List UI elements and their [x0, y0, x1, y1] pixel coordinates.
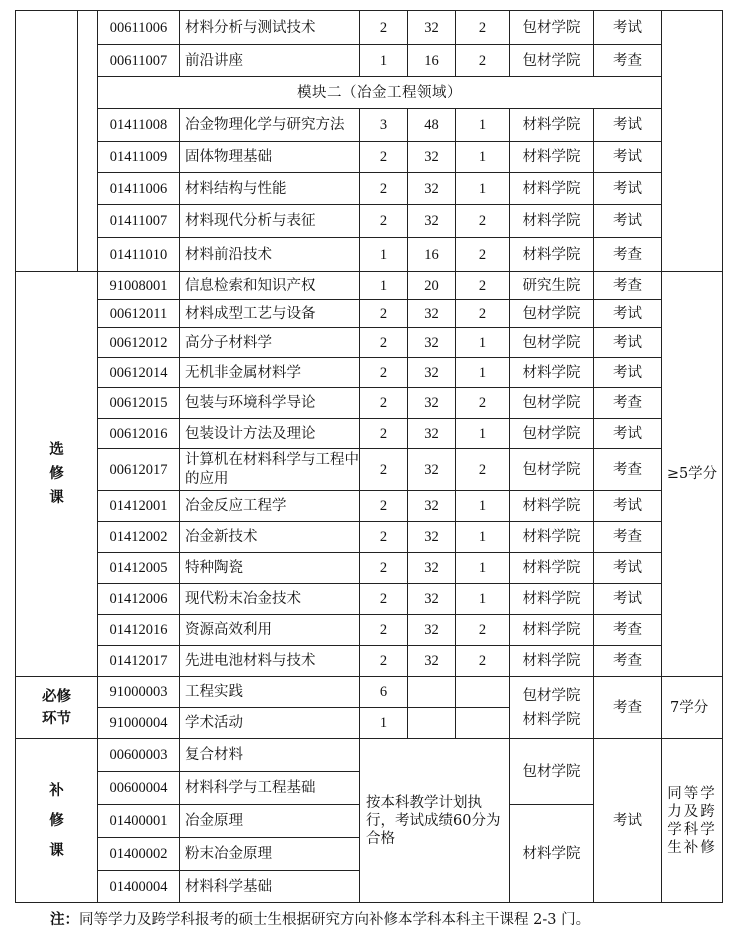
hours: 32 [408, 328, 456, 358]
college: 材料学院 [522, 711, 581, 728]
course-name: 材料科学基础 [180, 871, 360, 903]
hours: 20 [408, 272, 456, 300]
assessment: 考查 [594, 615, 662, 646]
hours: 32 [408, 553, 456, 584]
assessment: 考试 [594, 328, 662, 358]
table-row [16, 491, 723, 522]
assessment: 考试 [594, 300, 662, 328]
elective-category [16, 272, 98, 677]
hours-empty [408, 677, 456, 708]
table-row [16, 328, 723, 358]
assessment: 考查 [594, 522, 662, 553]
course-code: 01411010 [98, 238, 180, 272]
semester: 2 [456, 388, 510, 419]
remedial-requirement: 同等学力及跨学科学生补修 [662, 739, 723, 903]
assessment: 考试 [594, 109, 662, 142]
required-practice-category [16, 677, 98, 739]
course-code: 01412006 [98, 584, 180, 615]
course-name: 无机非金属材料学 [180, 358, 360, 388]
credits: 2 [360, 388, 408, 419]
course-name: 固体物理基础 [180, 142, 360, 173]
course-name: 材料科学与工程基础 [180, 772, 360, 805]
course-name: 先进电池材料与技术 [180, 646, 360, 677]
course-code: 00612017 [98, 449, 180, 491]
credits: 2 [360, 300, 408, 328]
assessment: 考查 [594, 388, 662, 419]
course-name: 资源高效利用 [180, 615, 360, 646]
college: 材料学院 [510, 805, 594, 903]
semester: 1 [456, 328, 510, 358]
assessment: 考试 [594, 491, 662, 522]
course-name: 冶金物理化学与研究方法 [180, 109, 360, 142]
credits: 1 [360, 45, 408, 77]
table-row [16, 109, 723, 142]
hours: 16 [408, 238, 456, 272]
credits: 2 [360, 173, 408, 205]
hours: 32 [408, 173, 456, 205]
course-code: 01411006 [98, 173, 180, 205]
hours: 32 [408, 142, 456, 173]
subcategory-cell-top [78, 11, 98, 272]
college: 材料学院 [510, 553, 594, 584]
course-code: 00612015 [98, 388, 180, 419]
hours: 32 [408, 449, 456, 491]
hours: 16 [408, 45, 456, 77]
college: 材料学院 [510, 109, 594, 142]
table-row [16, 300, 723, 328]
table-row [16, 419, 723, 449]
assessment: 考试 [594, 173, 662, 205]
course-name: 材料前沿技术 [180, 238, 360, 272]
course-code: 01411008 [98, 109, 180, 142]
college: 材料学院 [510, 646, 594, 677]
credits: 2 [360, 522, 408, 553]
semester: 2 [456, 615, 510, 646]
college: 包材学院 [522, 687, 581, 704]
footnote [50, 908, 590, 929]
credits: 2 [360, 328, 408, 358]
assessment: 考试 [594, 358, 662, 388]
table-row [16, 388, 723, 419]
semester: 1 [456, 109, 510, 142]
category-cell-top [16, 11, 78, 272]
table-row [16, 584, 723, 615]
course-code: 01400004 [98, 871, 180, 903]
elective-requirement: ≥5学分 [662, 272, 723, 677]
credits: 6 [360, 677, 408, 708]
hours: 32 [408, 205, 456, 238]
remedial-category-label: 补修课 [49, 781, 64, 859]
table-row [16, 205, 723, 238]
college: 研究生院 [510, 272, 594, 300]
college: 包材学院 [510, 300, 594, 328]
course-name: 包装与环境科学导论 [180, 388, 360, 419]
course-code: 91000003 [98, 677, 180, 708]
college: 材料学院 [510, 522, 594, 553]
college: 包材学院 [510, 739, 594, 805]
assessment: 考查 [594, 238, 662, 272]
table-row [16, 142, 723, 173]
college: 包材学院 [510, 11, 594, 45]
table-row [16, 522, 723, 553]
college: 材料学院 [510, 358, 594, 388]
credits: 2 [360, 449, 408, 491]
remedial-rule [360, 739, 510, 903]
credits: 2 [360, 615, 408, 646]
hours: 32 [408, 358, 456, 388]
module-title: 模块二（冶金工程领域） [98, 77, 662, 109]
college: 材料学院 [510, 584, 594, 615]
hours: 32 [408, 646, 456, 677]
semester: 1 [456, 491, 510, 522]
semester: 2 [456, 449, 510, 491]
semester: 1 [456, 142, 510, 173]
course-code: 01412002 [98, 522, 180, 553]
college: 材料学院 [510, 615, 594, 646]
semester: 1 [456, 553, 510, 584]
required-practice-label: 必修环节 [41, 687, 71, 727]
hours: 32 [408, 584, 456, 615]
module-header-row [16, 77, 723, 109]
course-code: 91000004 [98, 708, 180, 739]
table-row [16, 739, 723, 772]
course-code: 01412016 [98, 615, 180, 646]
course-name: 高分子材料学 [180, 328, 360, 358]
course-table [15, 10, 723, 903]
course-name: 计算机在材料科学与工程中的应用 [180, 449, 360, 491]
credits: 2 [360, 646, 408, 677]
assessment: 考查 [594, 449, 662, 491]
semester: 2 [456, 300, 510, 328]
semester: 2 [456, 646, 510, 677]
semester: 2 [456, 205, 510, 238]
hours: 32 [408, 522, 456, 553]
course-code: 01411009 [98, 142, 180, 173]
credits: 2 [360, 553, 408, 584]
remedial-rule-text: 按本科教学计划执行，考试成绩60分为合格 [366, 794, 501, 847]
course-name: 粉末冶金原理 [180, 838, 360, 871]
credits: 3 [360, 109, 408, 142]
table-row [16, 553, 723, 584]
semester: 1 [456, 419, 510, 449]
assessment: 考查 [594, 646, 662, 677]
course-name: 冶金新技术 [180, 522, 360, 553]
credits: 2 [360, 142, 408, 173]
semester-empty [456, 708, 510, 739]
credits: 2 [360, 491, 408, 522]
hours: 32 [408, 419, 456, 449]
course-code: 00611006 [98, 11, 180, 45]
table-row [16, 45, 723, 77]
college: 包材学院 [510, 419, 594, 449]
course-code: 00612014 [98, 358, 180, 388]
course-code: 01412017 [98, 646, 180, 677]
course-code: 00611007 [98, 45, 180, 77]
course-code: 01412001 [98, 491, 180, 522]
course-name: 冶金原理 [180, 805, 360, 838]
hours: 32 [408, 300, 456, 328]
assessment: 考试 [594, 739, 662, 903]
college: 材料学院 [510, 491, 594, 522]
table-row [16, 11, 723, 45]
course-code: 01400001 [98, 805, 180, 838]
course-code: 00600003 [98, 739, 180, 772]
course-name: 材料成型工艺与设备 [180, 300, 360, 328]
credits: 2 [360, 584, 408, 615]
semester: 1 [456, 173, 510, 205]
college: 包材学院 [510, 388, 594, 419]
table-row [16, 358, 723, 388]
hours: 32 [408, 11, 456, 45]
course-name: 材料结构与性能 [180, 173, 360, 205]
course-name: 包装设计方法及理论 [180, 419, 360, 449]
elective-category-label: 选修课 [49, 441, 64, 506]
course-name: 冶金反应工程学 [180, 491, 360, 522]
course-name: 学术活动 [180, 708, 360, 739]
requirement-cell-top [662, 11, 723, 272]
remedial-category [16, 739, 98, 903]
course-code: 00612011 [98, 300, 180, 328]
course-name: 材料现代分析与表征 [180, 205, 360, 238]
college: 包材学院 [510, 449, 594, 491]
course-code: 01411007 [98, 205, 180, 238]
college: 材料学院 [510, 142, 594, 173]
semester: 1 [456, 358, 510, 388]
course-name: 材料分析与测试技术 [180, 11, 360, 45]
hours: 48 [408, 109, 456, 142]
course-name: 工程实践 [180, 677, 360, 708]
semester: 2 [456, 272, 510, 300]
course-name: 现代粉末冶金技术 [180, 584, 360, 615]
table-row [16, 449, 723, 491]
semester: 2 [456, 11, 510, 45]
assessment: 考试 [594, 419, 662, 449]
course-code: 01412005 [98, 553, 180, 584]
hours: 32 [408, 615, 456, 646]
course-code: 00612012 [98, 328, 180, 358]
table-row [16, 173, 723, 205]
table-row [16, 615, 723, 646]
assessment: 考试 [594, 11, 662, 45]
hours: 32 [408, 388, 456, 419]
hours-empty [408, 708, 456, 739]
table-row [16, 238, 723, 272]
table-row [16, 272, 723, 300]
college: 材料学院 [510, 173, 594, 205]
hours: 32 [408, 491, 456, 522]
course-code: 00600004 [98, 772, 180, 805]
course-code: 91008001 [98, 272, 180, 300]
course-code: 00612016 [98, 419, 180, 449]
college: 包材学院 [510, 328, 594, 358]
assessment: 考查 [594, 677, 662, 739]
required-practice-requirement: 7学分 [662, 677, 723, 739]
credits: 2 [360, 205, 408, 238]
assessment: 考查 [594, 45, 662, 77]
credits: 1 [360, 238, 408, 272]
credits: 2 [360, 358, 408, 388]
credits: 2 [360, 11, 408, 45]
assessment: 考试 [594, 205, 662, 238]
college: 包材学院 [510, 45, 594, 77]
college: 材料学院 [510, 205, 594, 238]
assessment: 考试 [594, 584, 662, 615]
footnote-label: 注： [50, 911, 79, 928]
footnote-text: 同等学力及跨学科报考的硕士生根据研究方向补修本学科本科主干课程 2-3 门。 [79, 912, 591, 928]
course-name: 前沿讲座 [180, 45, 360, 77]
course-name: 信息检索和知识产权 [180, 272, 360, 300]
credits: 1 [360, 272, 408, 300]
semester: 2 [456, 45, 510, 77]
semester: 1 [456, 584, 510, 615]
assessment: 考试 [594, 553, 662, 584]
assessment: 考试 [594, 142, 662, 173]
semester: 1 [456, 522, 510, 553]
college: 材料学院 [510, 238, 594, 272]
semester-empty [456, 677, 510, 708]
table-row [16, 677, 723, 708]
course-code: 01400002 [98, 838, 180, 871]
semester: 2 [456, 238, 510, 272]
course-name: 复合材料 [180, 739, 360, 772]
course-name: 特种陶瓷 [180, 553, 360, 584]
credits: 1 [360, 708, 408, 739]
assessment: 考查 [594, 272, 662, 300]
college-stack [510, 677, 594, 739]
credits: 2 [360, 419, 408, 449]
table-row [16, 646, 723, 677]
